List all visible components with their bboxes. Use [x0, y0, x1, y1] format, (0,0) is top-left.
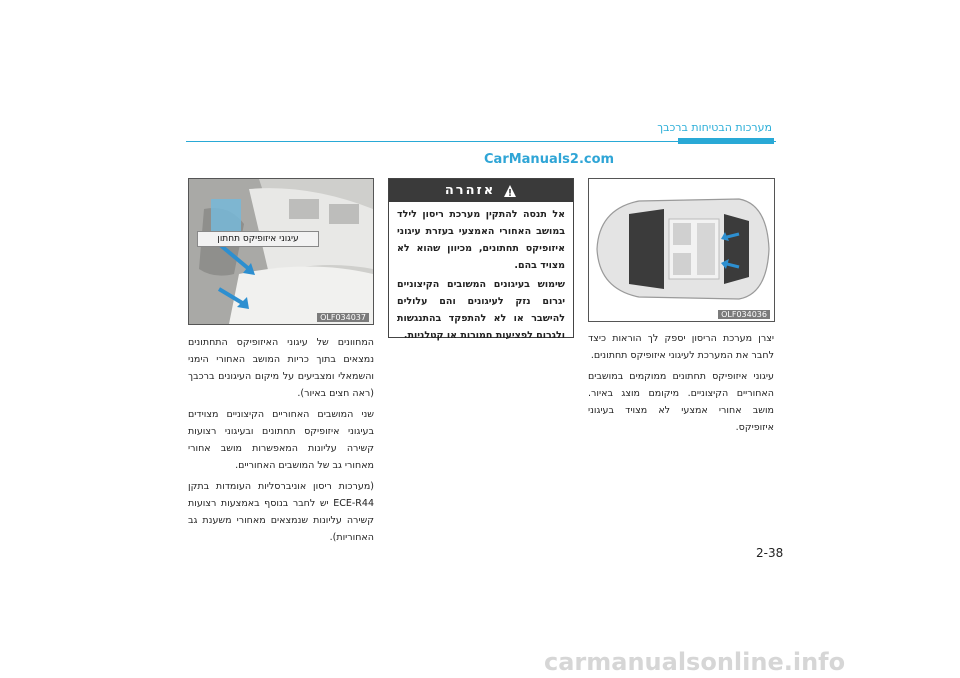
- watermark-bottom: carmanualsonline.info: [544, 648, 846, 676]
- warning-paragraph-1: אל תנסה להתקין מערכת ריסון לילד במושב האחורי האמצעי בעזרת עיגוני איזופיקס תחתונים, מכיוון שהוא לא מצויד בהם.: [397, 209, 565, 271]
- warning-box: [388, 178, 574, 341]
- section-title: מערכות הבטיחות ברכבך: [657, 121, 772, 134]
- callout-label: עיגוני איזופיקס תחתון: [197, 231, 319, 247]
- left-paragraph-3: (מערכות ריסון אוניברסליות העומדות בתקן ECE-R44 יש לחבר בנוסף באמצעות רצועות קשירה עליונות שנמצאים מאחורי משענת גב האחוריות).: [188, 481, 374, 543]
- seat-photo: [188, 178, 374, 325]
- header-rule-accent: [678, 138, 774, 144]
- left-text-column: [188, 334, 374, 550]
- image-code-left: OLF034037: [317, 313, 369, 322]
- seat-illustration: [189, 179, 373, 324]
- left-paragraph-2: שני המושבים האחוריים הקיצוניים מצוידים בעיגוני איזופיקס תחתונים ובעיגוני רצועות קשירה עליונות המאפשרות מושב אחורי מאחורי גב של המושבים האחוריים.: [188, 409, 374, 471]
- page-number: 2-38: [756, 546, 784, 560]
- car-topview-illustration: [589, 179, 774, 321]
- warning-title: אזהרה: [444, 183, 496, 198]
- watermark-top: CarManuals2.com: [484, 152, 615, 167]
- warning-header: [389, 179, 573, 202]
- warning-paragraph-2: שימוש בעיגונים המשובים הקיצוניים יגרום נזק לעיגונים והם עלולים להישבר או לא להתפקד בהתנגשות ולגרום לפציעות חמורות או קטלניות.: [397, 279, 565, 341]
- right-paragraph-2: עיגוני איזופיקס תחתונים ממוקמים במושבים האחוריים הקיצוניים. מיקומם מוצג באיור. מושב אחורי אמצעי לא מצויד בעיגוני איזופיקס.: [588, 371, 774, 433]
- warning-triangle-icon: [503, 184, 517, 198]
- left-paragraph-1: המחוונים של עיגוני האיזופיקס התחתונים נמצאים בתוך כריות המושב האחורי הימני והשמאלי ומצביעים על מיקום העיגונים ברכבך (ראה חצים באיור).: [188, 337, 374, 399]
- car-topview-photo: [588, 178, 775, 322]
- image-code-right: OLF034036: [718, 310, 770, 319]
- right-paragraph-1: יצרן מערכת הריסון יספק לך הוראות כיצד לחבר את המערכת לעיגוני איזופיקס תחתונים.: [588, 333, 774, 361]
- right-text-column: [588, 330, 774, 440]
- warning-body: [389, 202, 573, 344]
